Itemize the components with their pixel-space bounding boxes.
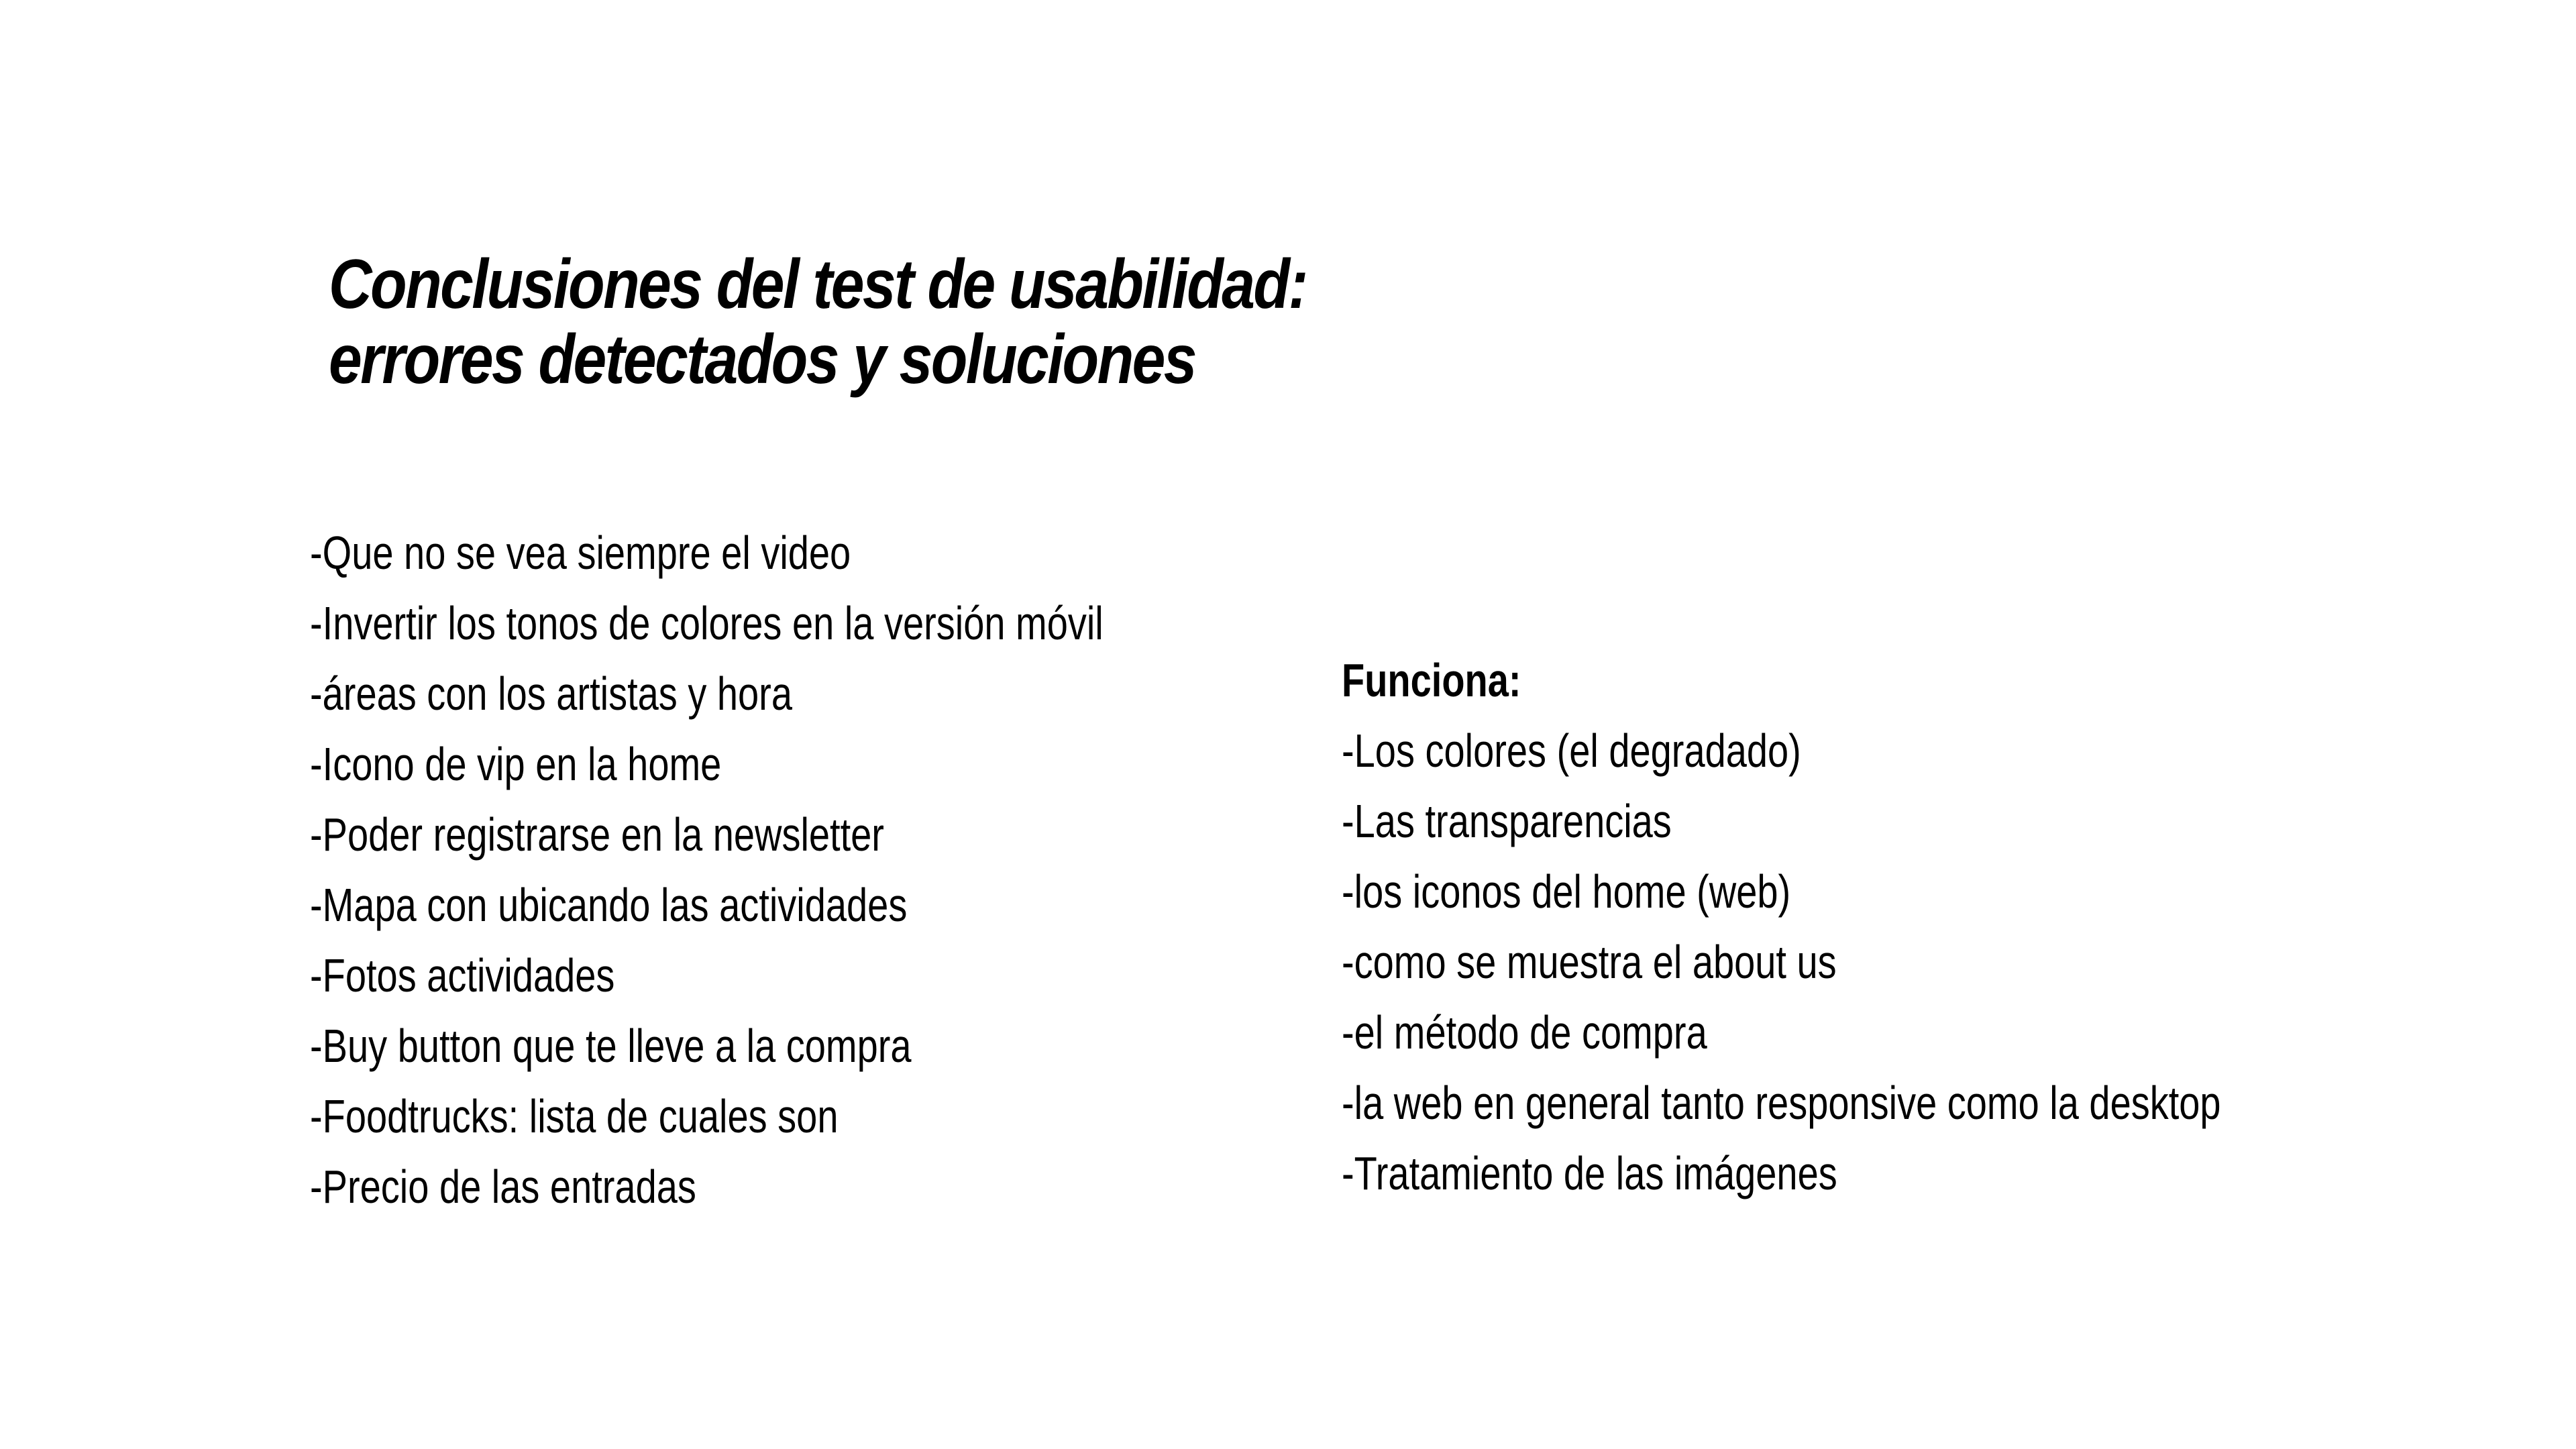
works-list-item: -los iconos del home (web) [1342,865,1791,918]
works-list-item: -Los colores (el degradado) [1342,724,1801,777]
errors-list-item: -Buy button que te lleve a la compra [310,1020,912,1072]
errors-list-item: -áreas con los artistas y hora [310,667,792,720]
errors-list-item: -Precio de las entradas [310,1161,696,1213]
errors-list-item: -Poder registrarse en la newsletter [310,808,884,861]
errors-list-item: -Invertir los tonos de colores en la versión móvil [310,597,1104,649]
works-list-item: -Las transparencias [1342,795,1672,847]
errors-list-item: -Fotos actividades [310,949,615,1002]
works-list-item: -el método de compra [1342,1006,1707,1059]
errors-list-item: -Mapa con ubicando las actividades [310,879,908,931]
slide-title-line-2: errores detectados y soluciones [329,321,1195,398]
slide-title [329,247,1307,397]
errors-list-item: -Foodtrucks: lista de cuales son [310,1090,839,1142]
works-heading: Funciona: [1342,654,1521,706]
works-section [1342,645,2221,1209]
errors-list-item: -Que no se vea siempre el video [310,527,851,579]
slide-title-line-1: Conclusiones del test de usabilidad: [329,246,1307,323]
works-list [1342,716,2221,1209]
errors-list [310,518,1104,1222]
works-list-item: -la web en general tanto responsive como la desktop [1342,1077,2221,1129]
works-list-item: -Tratamiento de las imágenes [1342,1147,1837,1199]
works-list-item: -como se muestra el about us [1342,936,1837,988]
errors-list-item: -Icono de vip en la home [310,738,722,790]
